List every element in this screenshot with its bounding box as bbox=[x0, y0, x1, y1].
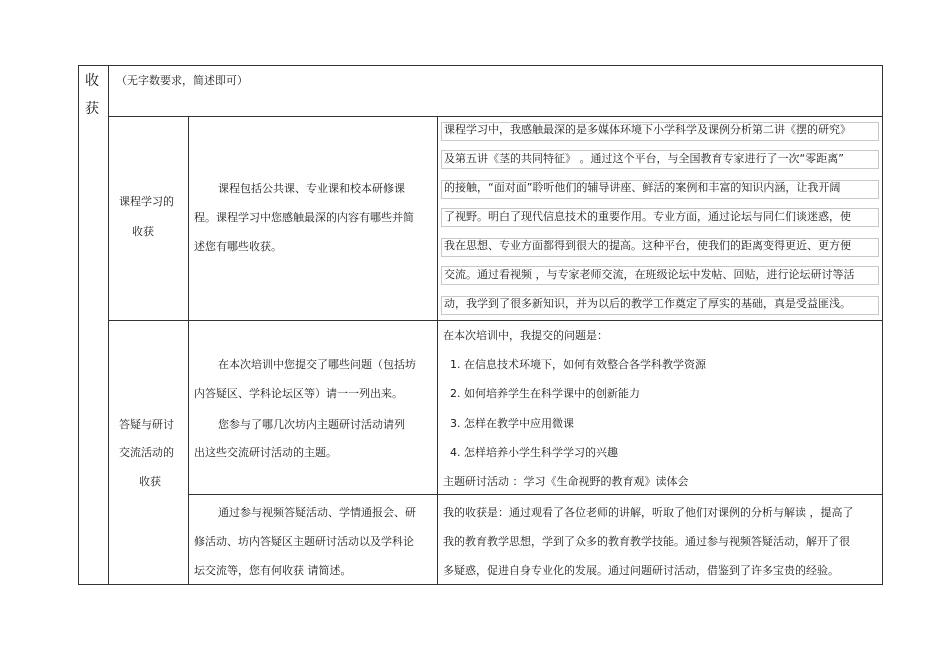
row2-label-line1: 答疑与研讨 bbox=[119, 418, 174, 431]
row1-answer-line: 我在思想、专业方面都得到很大的提高。这种平台，使我们的距离变得更近、更方便 bbox=[444, 239, 851, 252]
table-line-row-divider bbox=[108, 320, 883, 321]
table-line-under-note bbox=[108, 116, 883, 117]
row2b-question-line: 坛交流等，您有何收获 请简述。 bbox=[194, 564, 352, 577]
row2-label-line2: 交流活动的 bbox=[119, 446, 174, 459]
row2b-question-line: 修活动、坊内答疑区主题研讨活动以及学科论 bbox=[194, 535, 414, 548]
row2-question-line: 在本次培训中您提交了哪些问题（包括坊 bbox=[218, 358, 416, 371]
row2-answer-line: 1. 在信息技术环境下，如何有效整合各学科教学资源 bbox=[450, 358, 706, 371]
row2-answer-line: 4. 怎样培养小学生科学学习的兴趣 bbox=[450, 446, 618, 459]
row2-answer-line: 在本次培训中，我提交的问题是： bbox=[443, 329, 608, 342]
row1-answer-line: 及第五讲《茎的共同特征》 。通过这个平台，与全国教育专家进行了一次“零距离” bbox=[444, 152, 844, 165]
row2-question-line: 内答疑区、学科论坛区等）请一一列出来。 bbox=[194, 387, 403, 400]
row1-label-line2: 收获 bbox=[132, 225, 154, 238]
row2b-answer-line: 多疑惑，促进自身专业化的发展。通过问题研讨活动，借鉴到了许多宝贵的经验。 bbox=[443, 564, 839, 577]
table-line-header-col bbox=[108, 65, 109, 585]
row2-answer-line: 主题研讨活动 ：学习《生命视野的教育观》读体会 bbox=[443, 475, 689, 488]
row1-answer-line: 课程学习中，我感触最深的是多媒体环境下小学科学及课例分析第二讲《摆的研究》 bbox=[444, 123, 851, 136]
header-char-2: 获 bbox=[85, 101, 99, 117]
row2-label-line3: 收获 bbox=[139, 475, 161, 488]
row1-answer-line: 交流。通过看视频 ，与专家老师交流，在班级论坛中发帖、回贴，进行论坛研讨等活 bbox=[444, 268, 855, 281]
row1-question-line: 程。课程学习中您感触最深的内容有哪些并简 bbox=[194, 211, 414, 224]
table-border-left bbox=[78, 65, 79, 585]
row1-label-line1: 课程学习的 bbox=[119, 195, 174, 208]
note-text: （无字数要求，简述即可） bbox=[116, 74, 248, 87]
row1-answer-line: 动，我学到了很多新知识，并为以后的教学工作奠定了厚实的基础，真是受益匪浅。 bbox=[444, 297, 851, 310]
row2-question-line: 您参与了哪几次坊内主题研讨活动请列 bbox=[218, 418, 405, 431]
table-line-label-col bbox=[188, 116, 189, 585]
row2-answer-line: 2. 如何培养学生在科学课中的创新能力 bbox=[450, 387, 640, 400]
row1-answer-line: 了视野。明白了现代信息技术的重要作用。专业方面，通过论坛与同仁们谈迷惑，使 bbox=[444, 210, 851, 223]
row2b-answer-line: 我的收获是：通过观看了各位老师的讲解，听取了他们对课例的分析与解读 ，提高了 bbox=[443, 506, 854, 519]
table-border-right bbox=[882, 65, 883, 585]
table-line-inner-divider bbox=[188, 494, 883, 495]
row2b-question-line: 通过参与视频答疑活动、学情通报会、研 bbox=[218, 506, 416, 519]
table-line-question-col bbox=[437, 116, 438, 585]
table-border-bottom bbox=[78, 584, 883, 585]
row1-question-line: 课程包括公共课、专业课和校本研修课 bbox=[218, 182, 405, 195]
row2b-answer-line: 我的教育教学思想，学到了众多的教育教学技能。通过参与视频答疑活动，解开了很 bbox=[443, 535, 850, 548]
table-border-top bbox=[78, 65, 883, 66]
row1-question-line: 述您有哪些收获。 bbox=[194, 240, 282, 253]
row2-answer-line: 3. 怎样在教学中应用微课 bbox=[450, 417, 574, 430]
row2-question-line: 出这些交流研讨活动的主题。 bbox=[194, 446, 337, 459]
row1-answer-line: 的接触，“面对面”聆听他们的辅导讲座、鲜活的案例和丰富的知识内涵，让我开阔 bbox=[444, 181, 841, 194]
header-char-1: 收 bbox=[85, 73, 99, 89]
